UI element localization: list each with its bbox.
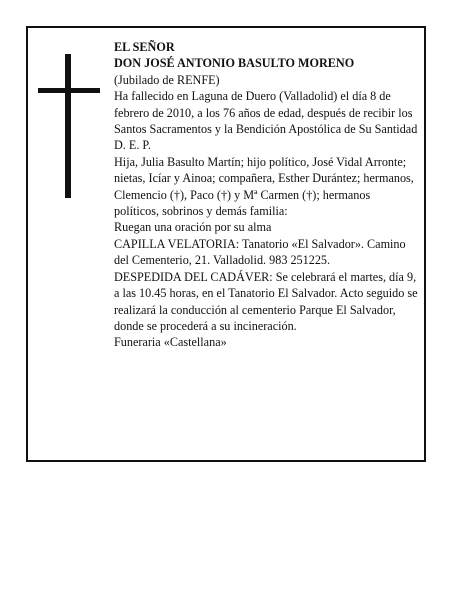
dep-abbreviation: D. E. P. bbox=[114, 138, 151, 153]
prayer-request: Ruegan una oración por su alma bbox=[114, 220, 272, 235]
funeral-home: Funeraria «Castellana» bbox=[114, 335, 227, 350]
notice-heading: EL SEÑOR bbox=[114, 40, 175, 54]
cross-vertical-bar bbox=[65, 54, 71, 198]
farewell-details: DESPEDIDA DEL CADÁVER: Se celebrará el martes, día 9, a las 10.45 horas, en el Tanatorio El Salvador. Acto seguido se realizará la conducción al cementerio Parque El Salvador, donde se procederá a su incineración. bbox=[114, 269, 418, 333]
deceased-role: (Jubilado de RENFE) bbox=[114, 72, 220, 87]
deceased-name: DON JOSÉ ANTONIO BASULTO MORENO bbox=[114, 56, 355, 71]
chapel-details: CAPILLA VELATORIA: Tanatorio «El Salvador». Camino del Cementerio, 21. Valladolid. 983 251225. bbox=[114, 236, 406, 268]
family-list: Hija, Julia Basulto Martín; hijo político, José Vidal Arronte; nietas, Icíar y Ainoa; compañera, Esther Durántez; hermanos, Clemencio (†), Paco (†) y Mª Carmen (†); hermanos políticos, sobrinos y demás familia: bbox=[114, 154, 414, 219]
obituary-text bbox=[114, 39, 418, 351]
cross-horizontal-bar bbox=[38, 88, 100, 93]
death-statement: Ha fallecido en Laguna de Duero (Valladolid) el día 8 de febrero de 2010, a los 76 años de edad, después de recibir los Santos Sacramentos y la Bendición Apostólica de Su Santidad bbox=[114, 89, 418, 137]
cross-icon bbox=[38, 54, 100, 198]
